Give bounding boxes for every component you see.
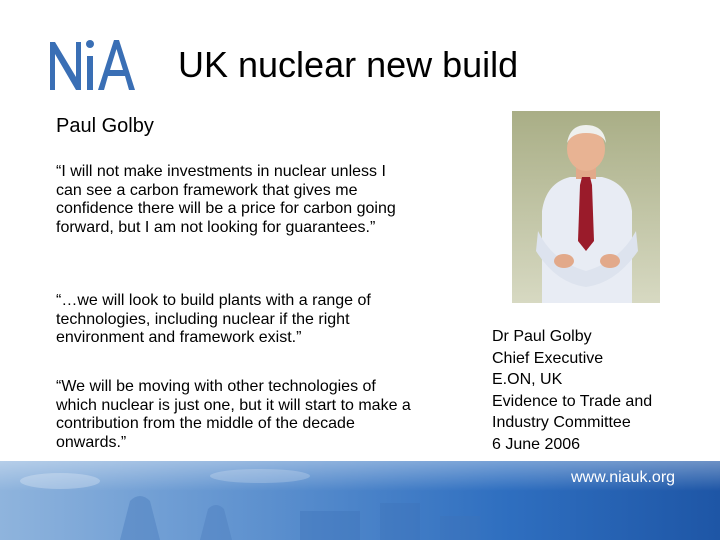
- caption-company: E.ON, UK: [492, 371, 563, 388]
- quote-2: “…we will look to build plants with a range of technologies, including nuclear if the right environment and framework exist.”: [56, 292, 371, 346]
- nia-logo: [46, 32, 138, 94]
- caption-name: Dr Paul Golby: [492, 328, 592, 345]
- quote-3: “We will be moving with other technologies of which nuclear is just one, but it will start to make a contribution from the middle of the decade onwards.”: [56, 378, 411, 451]
- page-title: UK nuclear new build: [178, 44, 519, 85]
- caption-evidence-2: Industry Committee: [492, 414, 631, 431]
- subtitle: Paul Golby: [56, 115, 154, 137]
- caption-date: 6 June 2006: [492, 435, 581, 453]
- photo-caption: [492, 326, 712, 455]
- caption-role: Chief Executive: [492, 349, 604, 367]
- caption-evidence-1: Evidence to Trade and: [492, 392, 653, 410]
- portrait-photo: [512, 111, 660, 303]
- footer-url: www.niauk.org: [571, 469, 676, 486]
- quote-1: “I will not make investments in nuclear unless I can see a carbon framework that gives me confidence there will be a price for carbon going forward, but I am not looking for guarantees.”: [56, 163, 396, 236]
